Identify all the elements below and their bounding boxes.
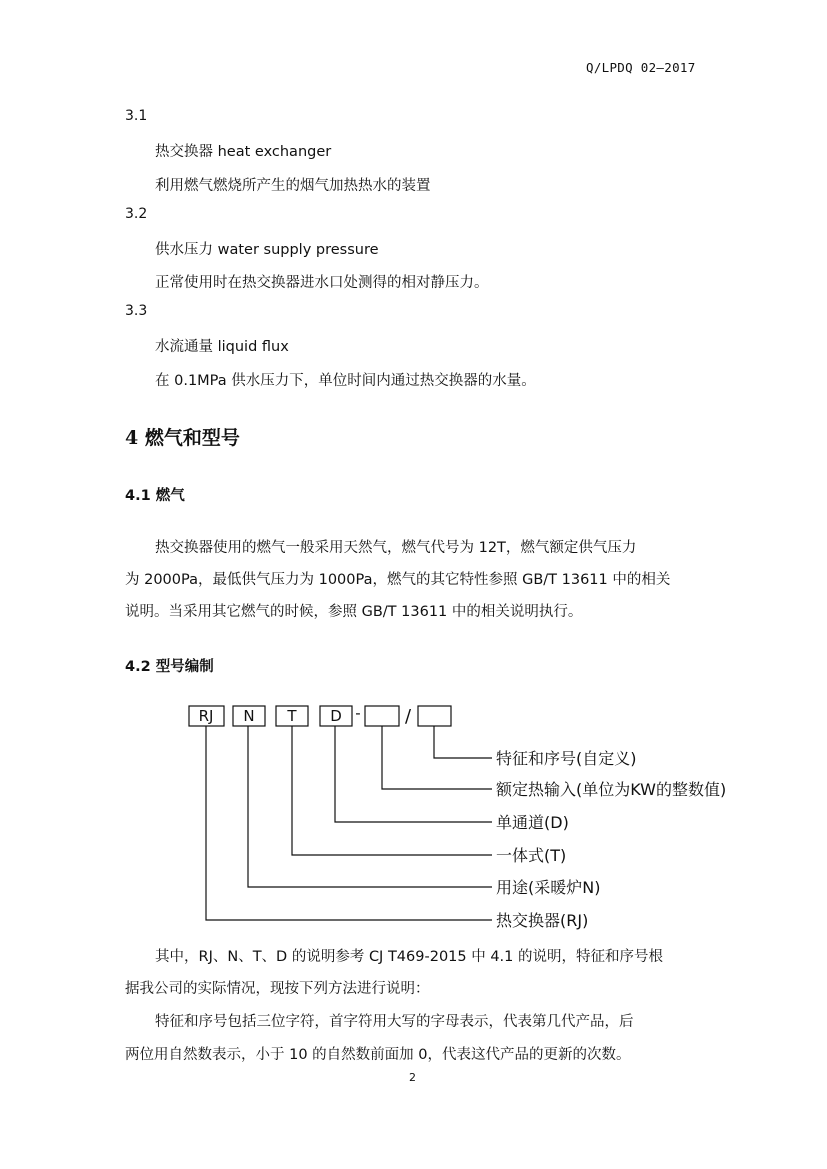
code-text: D bbox=[330, 707, 342, 725]
subsection-heading: 4.2 型号编制 bbox=[125, 659, 214, 675]
page-number: 2 bbox=[409, 1071, 416, 1084]
paragraph-line: 热交换器使用的燃气一般采用天然气，燃气代号为 12T，燃气额定供气压力 bbox=[155, 540, 637, 556]
term-title: 水流通量 liquid flux bbox=[155, 339, 289, 355]
term-title: 热交换器 heat exchanger bbox=[155, 144, 332, 160]
leader-line bbox=[335, 726, 492, 822]
document-code: Q/LPDQ 02—2017 bbox=[586, 60, 696, 75]
diagram-label: 额定热输入(单位为KW的整数值) bbox=[496, 780, 727, 799]
code-box-serial bbox=[418, 706, 451, 726]
term-definition: 在 0.1MPa 供水压力下，单位时间内通过热交换器的水量。 bbox=[155, 373, 536, 389]
code-text: T bbox=[287, 707, 297, 725]
subsection-heading: 4.1 燃气 bbox=[125, 488, 185, 504]
diagram-label: 热交换器(RJ) bbox=[496, 911, 589, 930]
term-definition: 利用燃气燃烧所产生的烟气加热热水的装置 bbox=[155, 178, 431, 194]
model-code-diagram bbox=[180, 700, 740, 935]
diagram-label: 特征和序号(自定义) bbox=[496, 749, 637, 768]
dash-separator: - bbox=[355, 704, 361, 722]
paragraph-line: 据我公司的实际情况，现按下列方法进行说明： bbox=[125, 981, 430, 997]
diagram-label: 一体式(T) bbox=[496, 846, 567, 865]
term-title: 供水压力 water supply pressure bbox=[155, 242, 379, 258]
slash-separator: / bbox=[404, 706, 412, 727]
code-text: RJ bbox=[198, 707, 214, 725]
paragraph-line: 特征和序号包括三位字符，首字符用大写的字母表示，代表第几代产品，后 bbox=[155, 1014, 634, 1030]
term-definition: 正常使用时在热交换器进水口处测得的相对静压力。 bbox=[155, 275, 489, 291]
code-text: N bbox=[243, 707, 255, 725]
diagram-label: 用途(采暖炉N) bbox=[496, 878, 601, 897]
leader-line bbox=[292, 726, 492, 855]
code-box-power bbox=[365, 706, 399, 726]
paragraph-line: 两位用自然数表示，小于 10 的自然数前面加 0，代表这代产品的更新的次数。 bbox=[125, 1047, 631, 1063]
paragraph-line: 为 2000Pa，最低供气压力为 1000Pa，燃气的其它特性参照 GB/T 13611 中的相关 bbox=[125, 572, 671, 588]
paragraph-line: 其中，RJ、N、T、D 的说明参考 CJ T469-2015 中 4.1 的说明，特征和序号根 bbox=[155, 949, 664, 965]
term-number: 3.2 bbox=[125, 206, 148, 222]
leader-line bbox=[248, 726, 492, 887]
paragraph-line: 说明。当采用其它燃气的时候，参照 GB/T 13611 中的相关说明执行。 bbox=[125, 604, 583, 620]
leader-line bbox=[434, 726, 492, 758]
diagram-label: 单通道(D) bbox=[496, 813, 569, 832]
leader-line bbox=[206, 726, 492, 920]
term-number: 3.1 bbox=[125, 108, 148, 124]
term-number: 3.3 bbox=[125, 303, 148, 319]
section-heading: 4 燃气和型号 bbox=[125, 427, 240, 449]
